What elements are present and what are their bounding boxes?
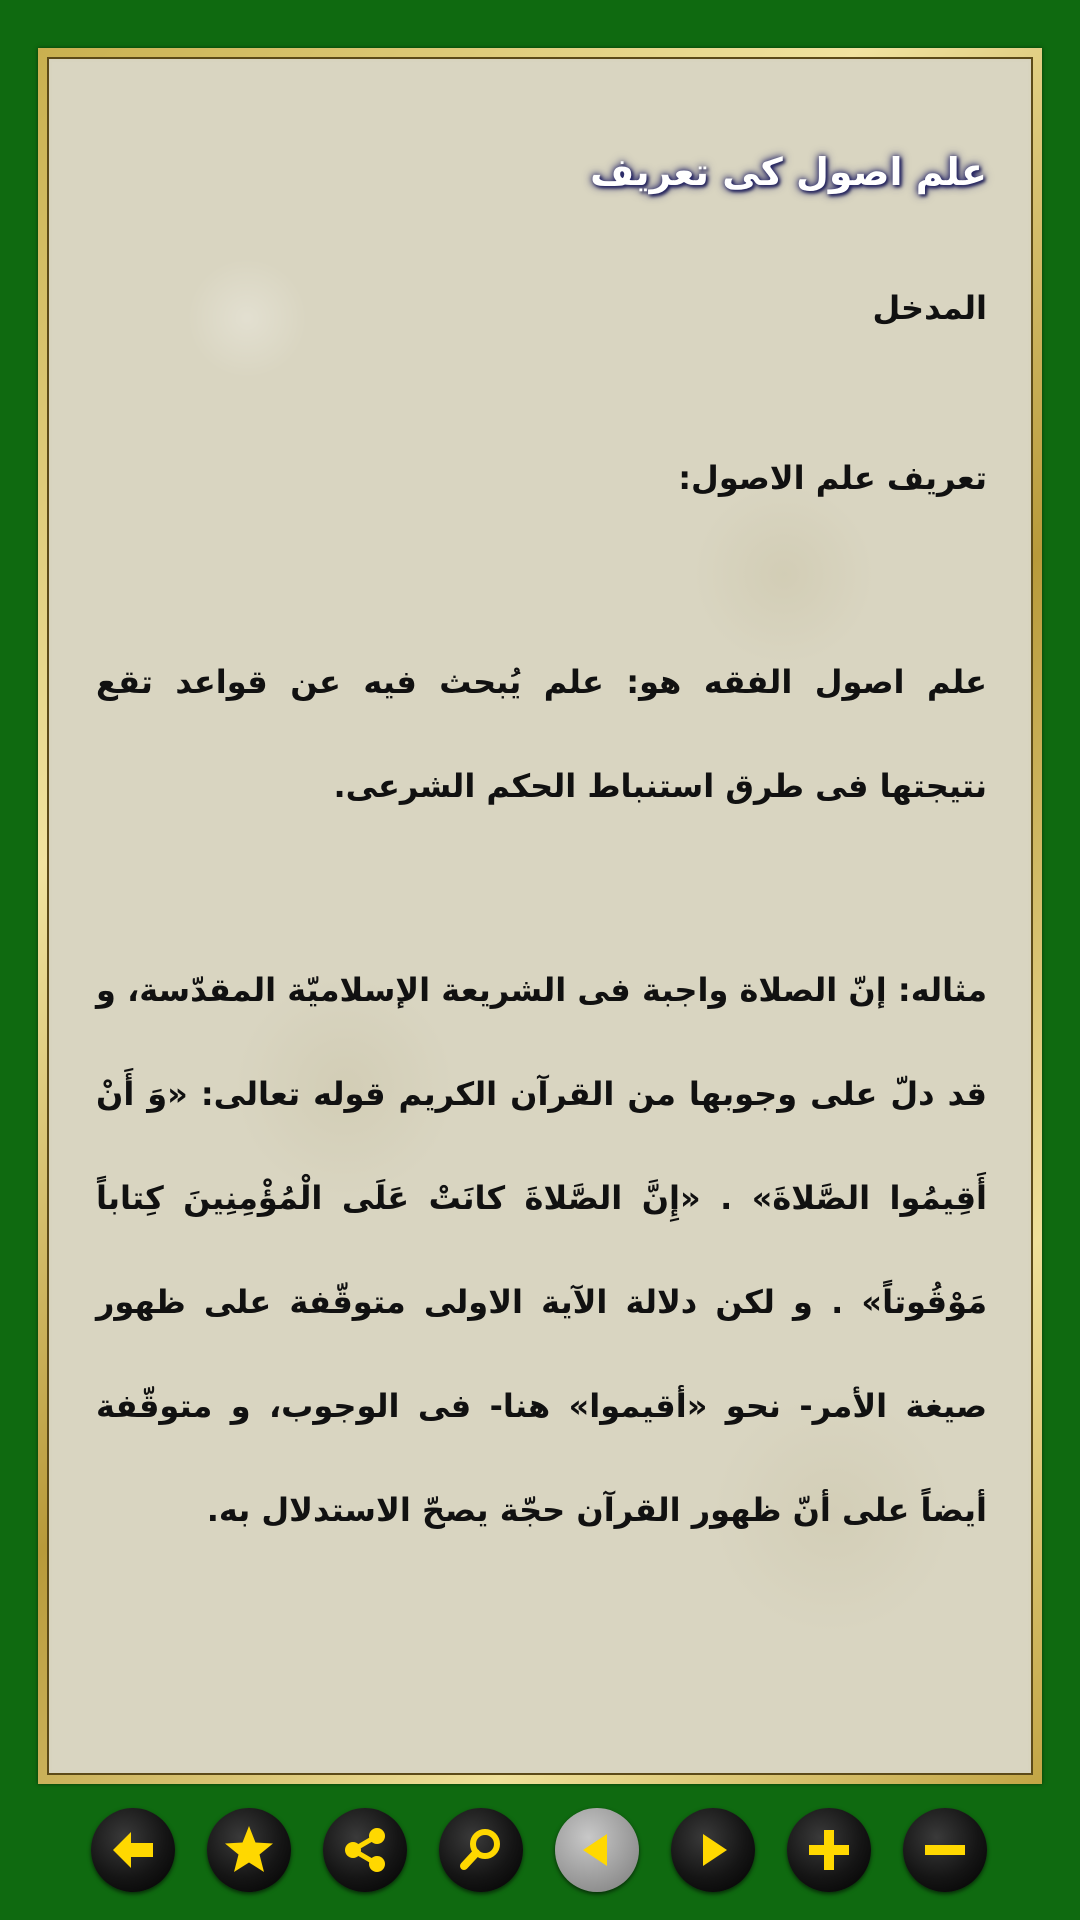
favorite-button[interactable] [207,1808,291,1892]
paragraph-definition: علم اصول الفقه هو: علم يُبحث فيه عن قواعد تقع نتيجتها فى طرق استنباط الحكم الشرعى. [96,663,987,805]
back-button[interactable] [91,1808,175,1892]
paragraph-example: مثاله: إنّ الصلاة واجبة فى الشريعة الإسلاميّة المقدّسة، و قد دلّ على وجوبها من القرآن الكريم قوله تعالى: «وَ أَنْ أَقِيمُوا الصَّلاةَ» . «إِنَّ الصَّلاةَ كانَتْ عَلَى الْمُؤْمِنِينَ كِتاباً مَوْقُوتاً» . و لكن دلالة الآية الاولى متوقّفة على ظهور صيغة الأمر- نحو «أقيموا» هنا- فى الوجوب، و متوقّفة أيضاً على أنّ ظهور القرآن حجّة يصحّ الاستدلال به. [96,971,987,1529]
paper-background [52,62,1028,1770]
next-page-button[interactable] [671,1808,755,1892]
page-frame-border [47,57,1033,1775]
bottom-toolbar [0,1808,1080,1896]
zoom-in-button[interactable] [787,1808,871,1892]
share-button[interactable] [323,1808,407,1892]
previous-page-icon [569,1822,625,1878]
zoom-out-button[interactable] [903,1808,987,1892]
article-content [52,62,1028,1770]
paragraph-heading: تعريف علم الاصول: [678,459,987,497]
paragraph-intro: المدخل [872,289,987,327]
page-frame [38,48,1042,1784]
share-icon [337,1822,393,1878]
next-page-icon [685,1822,741,1878]
search-button[interactable] [439,1808,523,1892]
previous-page-button[interactable] [555,1808,639,1892]
star-icon [221,1822,277,1878]
search-icon [453,1822,509,1878]
arrow-left-icon [105,1822,161,1878]
plus-icon [801,1822,857,1878]
minus-icon [917,1822,973,1878]
chapter-title: علم اصول کی تعریف [590,150,987,194]
